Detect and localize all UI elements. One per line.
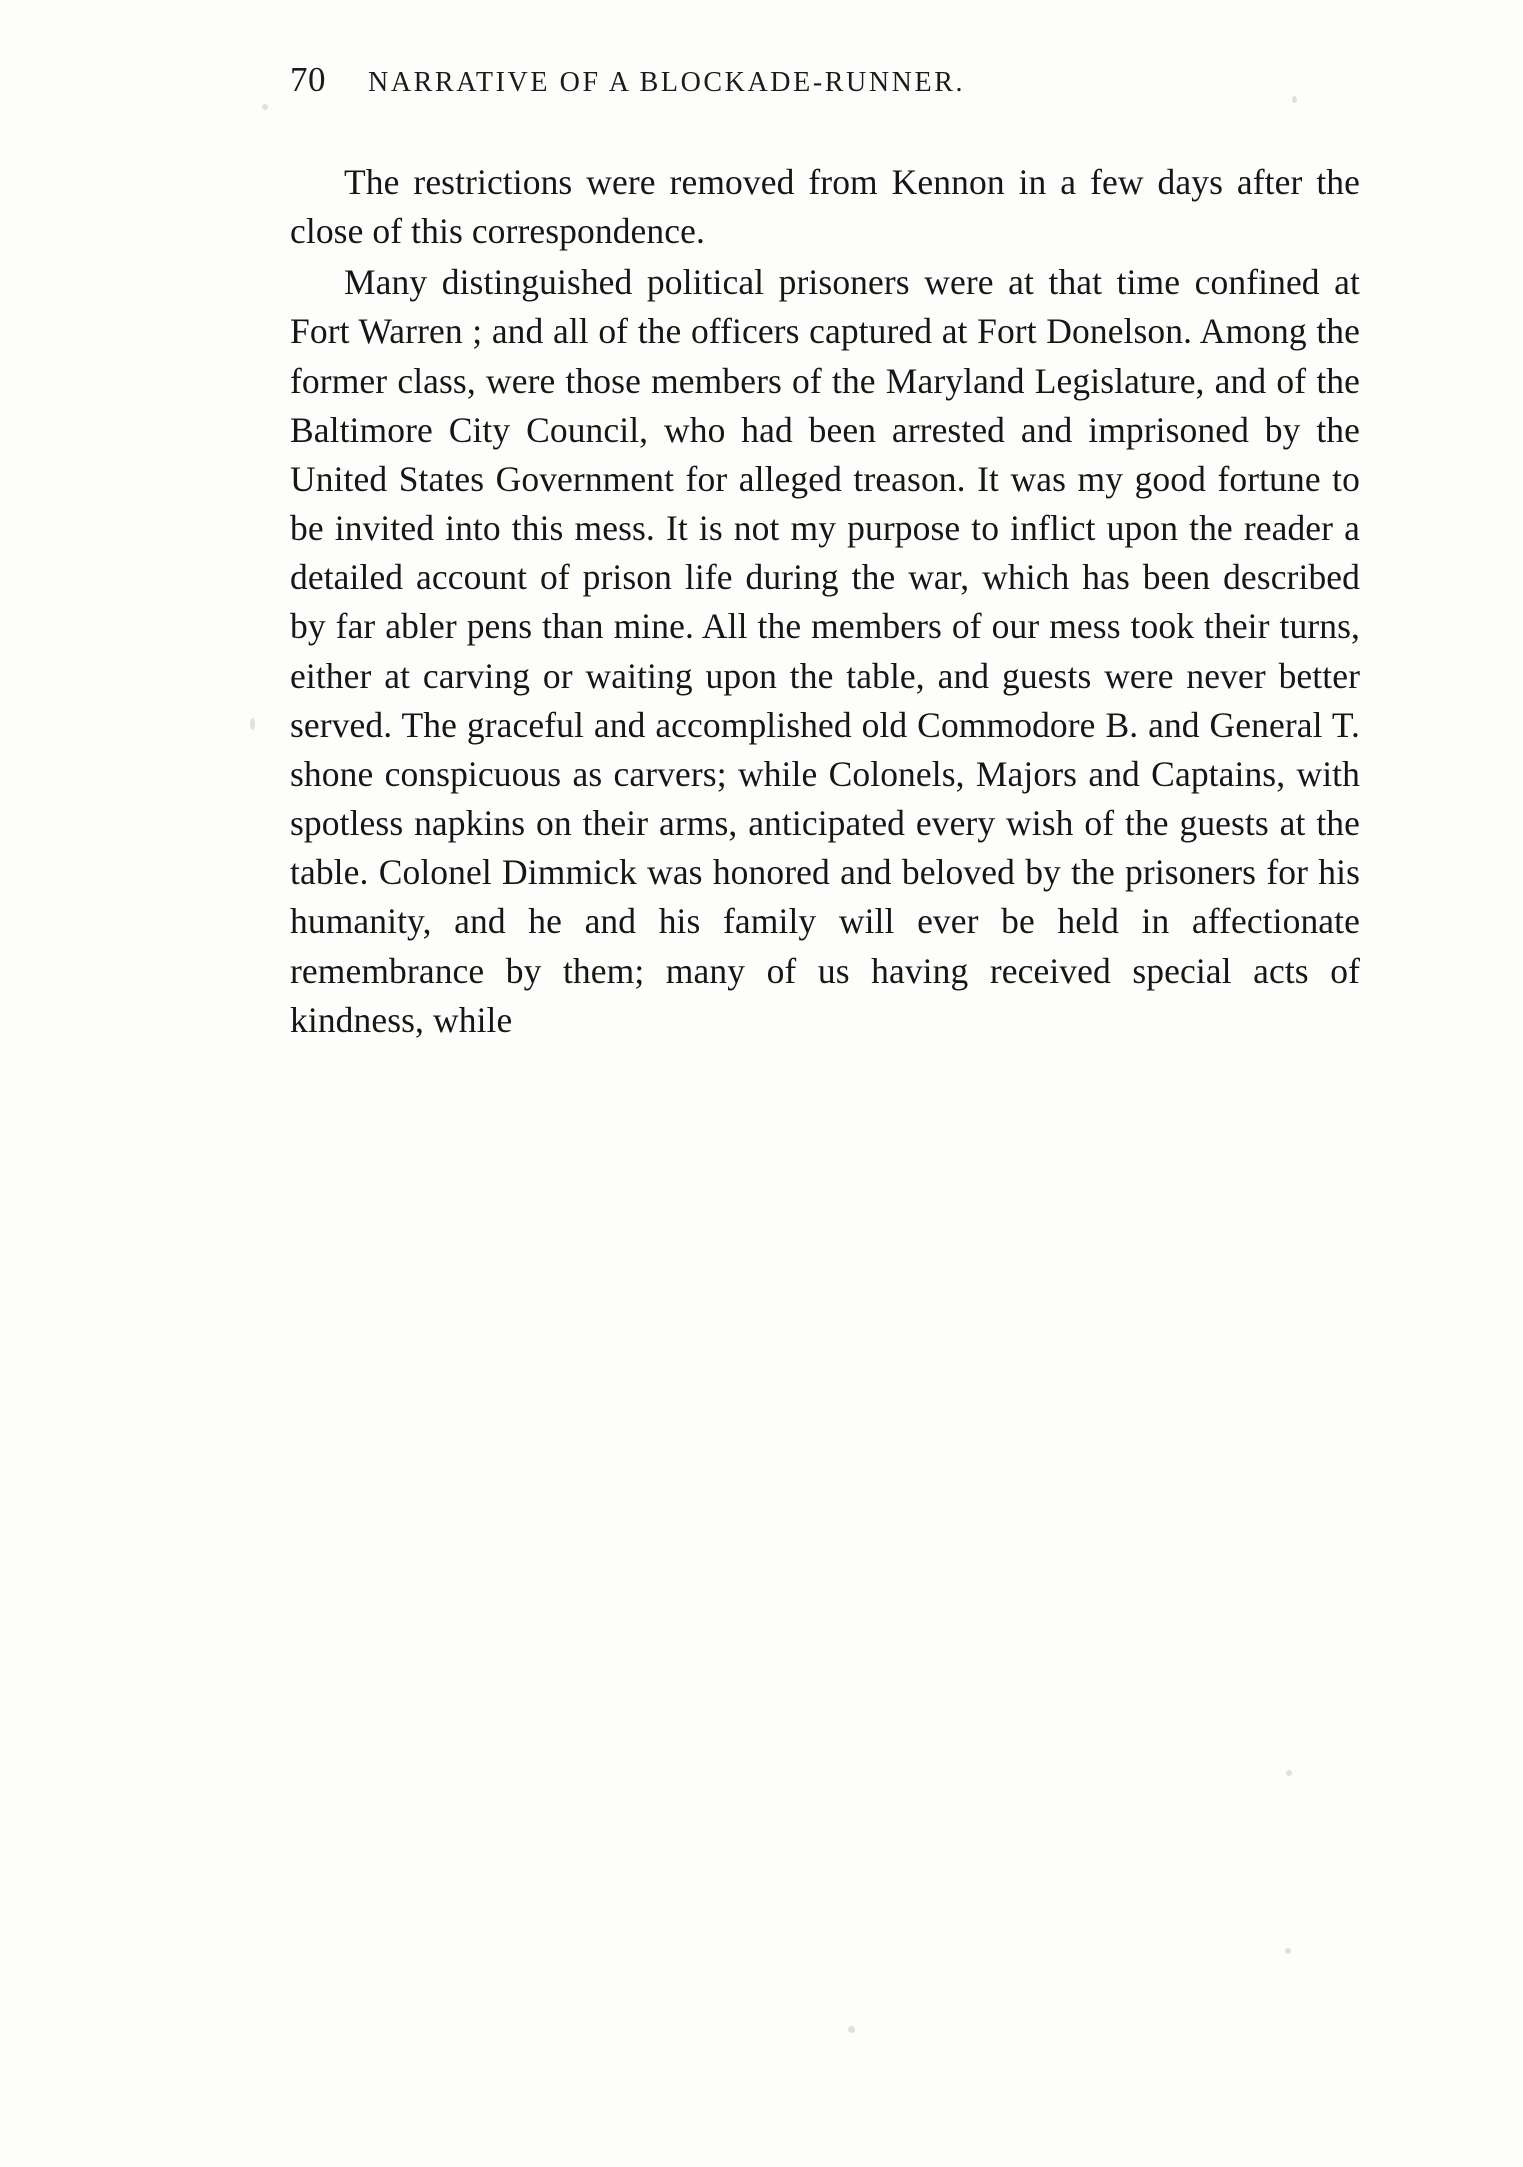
scan-speck — [262, 104, 268, 110]
running-head-title: NARRATIVE OF A BLOCKADE-RUNNER. — [368, 67, 966, 98]
scan-speck — [250, 718, 255, 730]
scan-speck — [1285, 1948, 1291, 1954]
page-number: 70 — [290, 60, 326, 99]
scan-speck — [848, 2026, 855, 2033]
paragraph — [290, 158, 1360, 256]
scan-speck — [1286, 1770, 1292, 1776]
body-text — [290, 158, 1360, 1045]
running-head — [290, 60, 1360, 100]
paragraph-text: The restrictions were removed from Kennon in a few days after the close of this correspondence. — [290, 162, 1360, 252]
paragraph-text: Many distinguished political prisoners were at that time confined at Fort Warren ; and all of the officers captured at Fort Donelson. Among the former class, were those members of the Maryland Legislature, and of the Baltimore City Council, who had been arrested and imprisoned by the United States Government for alleged treason. It was my good fortune to be invited into this mess. It is not my purpose to inflict upon the reader a detailed account of prison life during the war, which has been described by far abler pens than mine. All the members of our mess took their turns, either at carving or waiting upon the table, and guests were never better served. The graceful and accomplished old Commodore B. and General T. shone conspicuous as carvers; while Colonels, Majors and Captains, with spotless napkins on their arms, anticipated every wish of the guests at the table. Colonel Dimmick was honored and beloved by the prisoners for his humanity, and he and his family will ever be held in affectionate remembrance by them; many of us having received special acts of kindness, while — [290, 262, 1360, 1040]
page-content — [290, 60, 1360, 1045]
paragraph — [290, 258, 1360, 1045]
